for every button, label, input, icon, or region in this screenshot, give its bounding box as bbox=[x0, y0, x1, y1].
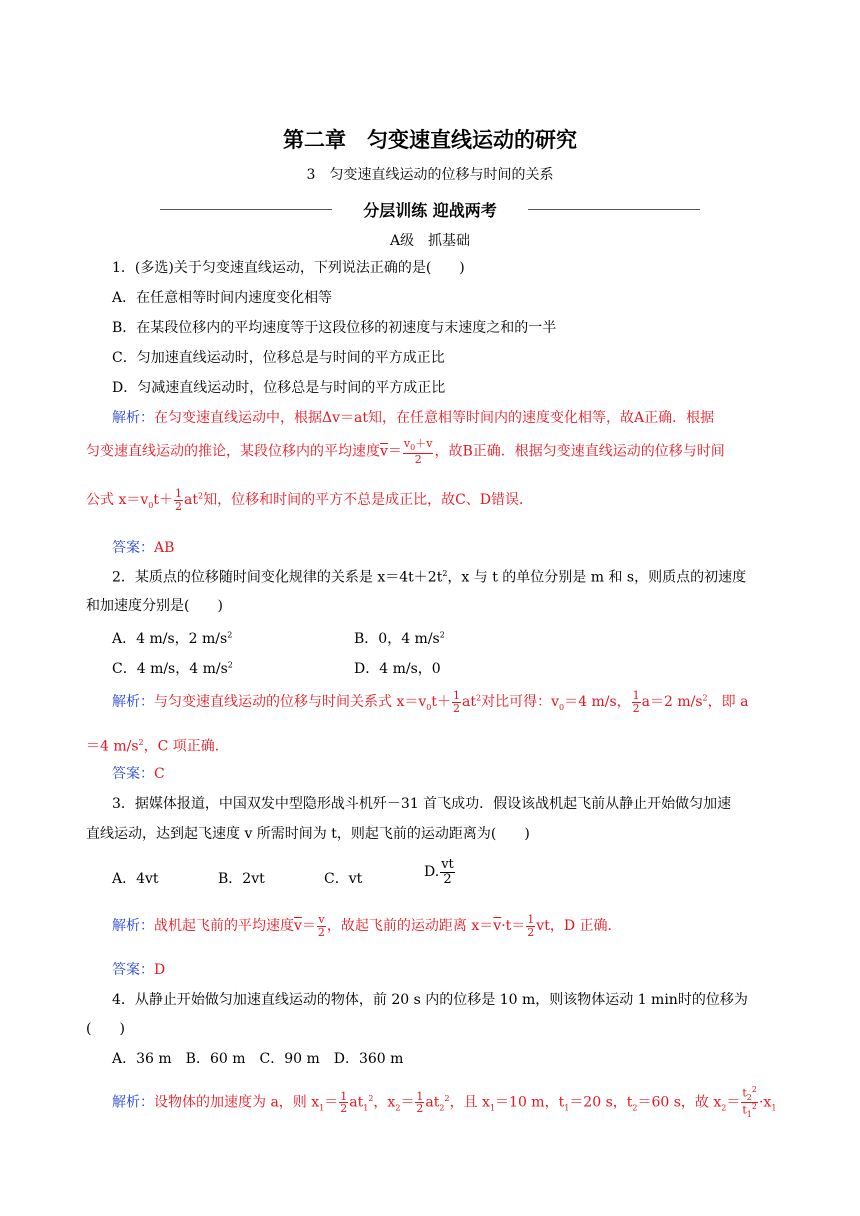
analysis-label: 解析： bbox=[112, 410, 154, 426]
q1-answer: 答案：AB bbox=[112, 540, 175, 556]
q1-analysis-line1: 解析：在匀变速直线运动中，根据Δv＝at知，在任意相等时间内的速度变化相等，故A正确．根据 bbox=[112, 410, 715, 426]
q2-stem-line2: 和加速度分别是( ) bbox=[86, 598, 223, 614]
banner-text: 分层训练 迎战两考 bbox=[363, 201, 497, 220]
q4-stem-line2: ( ) bbox=[86, 1021, 125, 1037]
level-heading: A级 抓基础 bbox=[389, 233, 471, 249]
q1-option-c: C．匀加速直线运动时，位移总是与时间的平方成正比 bbox=[112, 350, 445, 366]
q2-analysis-line2: ＝4 $m/s^2$，C 项正确． bbox=[86, 738, 229, 755]
q2-analysis-line1: 解析：与匀变速直线运动的位移与时间关系式 $x=v_0t+$ $\frac{1}{2}$ $at^2$对比可得：$v_0=4$ m/s， $\frac{1}{2}$ a＝2 $m/s^2$，即 a bbox=[112, 689, 749, 715]
q3-stem-line1: 3．据媒体报道，中国双发中型隐形战斗机歼－31 首飞成功．假设该战机起飞前从静止开始做匀加速 bbox=[112, 796, 732, 812]
q1-option-b: B．在某段位移内的平均速度等于这段位移的初速度与末速度之和的一半 bbox=[112, 320, 557, 336]
section-number: 3 bbox=[306, 167, 316, 183]
q2-answer: 答案：C bbox=[112, 766, 165, 782]
q1-analysis-line3: 公式 $x=v_0t+$ $\frac{1}{2}$ $at^2$知，位移和时间的平方不总是成正比，故C、D错误． bbox=[86, 487, 534, 513]
section-banner bbox=[160, 196, 700, 222]
q2-option-d: D．4 m/s，0 bbox=[354, 661, 441, 677]
q1-stem: 1．(多选)关于匀变速直线运动，下列说法正确的是( ) bbox=[112, 260, 465, 276]
q4-analysis: 解析：设物体的加速度为 a，则 $x_1=$ $\frac{1}{2}$ $at_1^2$，$x_2=$ $\frac{1}{2}$ $at_2^2$，且 $x_1=10$ m，$t_1=20$ s，$t_2=60$ s，故 $x_2=$ $\frac{t_2^2}{t_1^2}$ $\cdot x_1$ bbox=[112, 1085, 777, 1120]
q2-option-c: C．4 m/s，4 $m/s^2$ bbox=[112, 660, 233, 677]
q2-option-a: A．4 m/s，2 $m/s^2$ bbox=[112, 630, 233, 647]
q3-stem-line2: 直线运动，达到起飞速度 v 所需时间为 t，则起飞前的运动距离为( ) bbox=[86, 826, 530, 842]
q1-option-d: D．匀减速直线运动时，位移总是与时间的平方成正比 bbox=[112, 380, 446, 396]
section-name: 匀变速直线运动的位移与时间的关系 bbox=[329, 167, 554, 183]
q2-stem-line1: 2．某质点的位移随时间变化规律的关系是 $x=4t+2t^2$，x 与 t 的单位分别是 m 和 s，则质点的初速度 bbox=[112, 569, 747, 586]
chapter-title: 第二章 匀变速直线运动的研究 bbox=[283, 128, 577, 152]
q1-option-a: A．在任意相等时间内速度变化相等 bbox=[112, 290, 333, 306]
q1-analysis-line2: 匀变速直线运动的推论，某段位移内的平均速度$\overline{v}=$ $\frac{v_0+v}{2}$ ，故B正确．根据匀变速直线运动的位移与时间 bbox=[86, 437, 725, 466]
q3-option-c: C．vt bbox=[324, 871, 363, 887]
q3-answer: 答案：D bbox=[112, 962, 166, 978]
q3-option-a: A．4vt bbox=[112, 871, 159, 887]
q3-option-b: B．2vt bbox=[218, 871, 265, 887]
q2-option-b: B．0，4 $m/s^2$ bbox=[354, 630, 445, 647]
q4-stem-line1: 4．从静止开始做匀加速直线运动的物体，前 20 s 内的位移是 10 m，则该物体运动 1 min时的位移为 bbox=[112, 992, 748, 1008]
answer-label: 答案： bbox=[112, 540, 154, 556]
q3-analysis: 解析：战机起飞前的平均速度$\overline{v}=$ $\frac{v}{2}$ ，故起飞前的运动距离 $x=\overline{v}\cdot t=$ $\frac{1}{2}$ vt，D 正确． bbox=[112, 913, 622, 939]
banner-rule-right bbox=[528, 209, 700, 210]
q3-option-d: D. $\frac{vt}{2}$ bbox=[424, 857, 454, 887]
section-title bbox=[0, 164, 860, 184]
q4-options: A．36 m B．60 m C．90 m D．360 m bbox=[112, 1051, 404, 1067]
